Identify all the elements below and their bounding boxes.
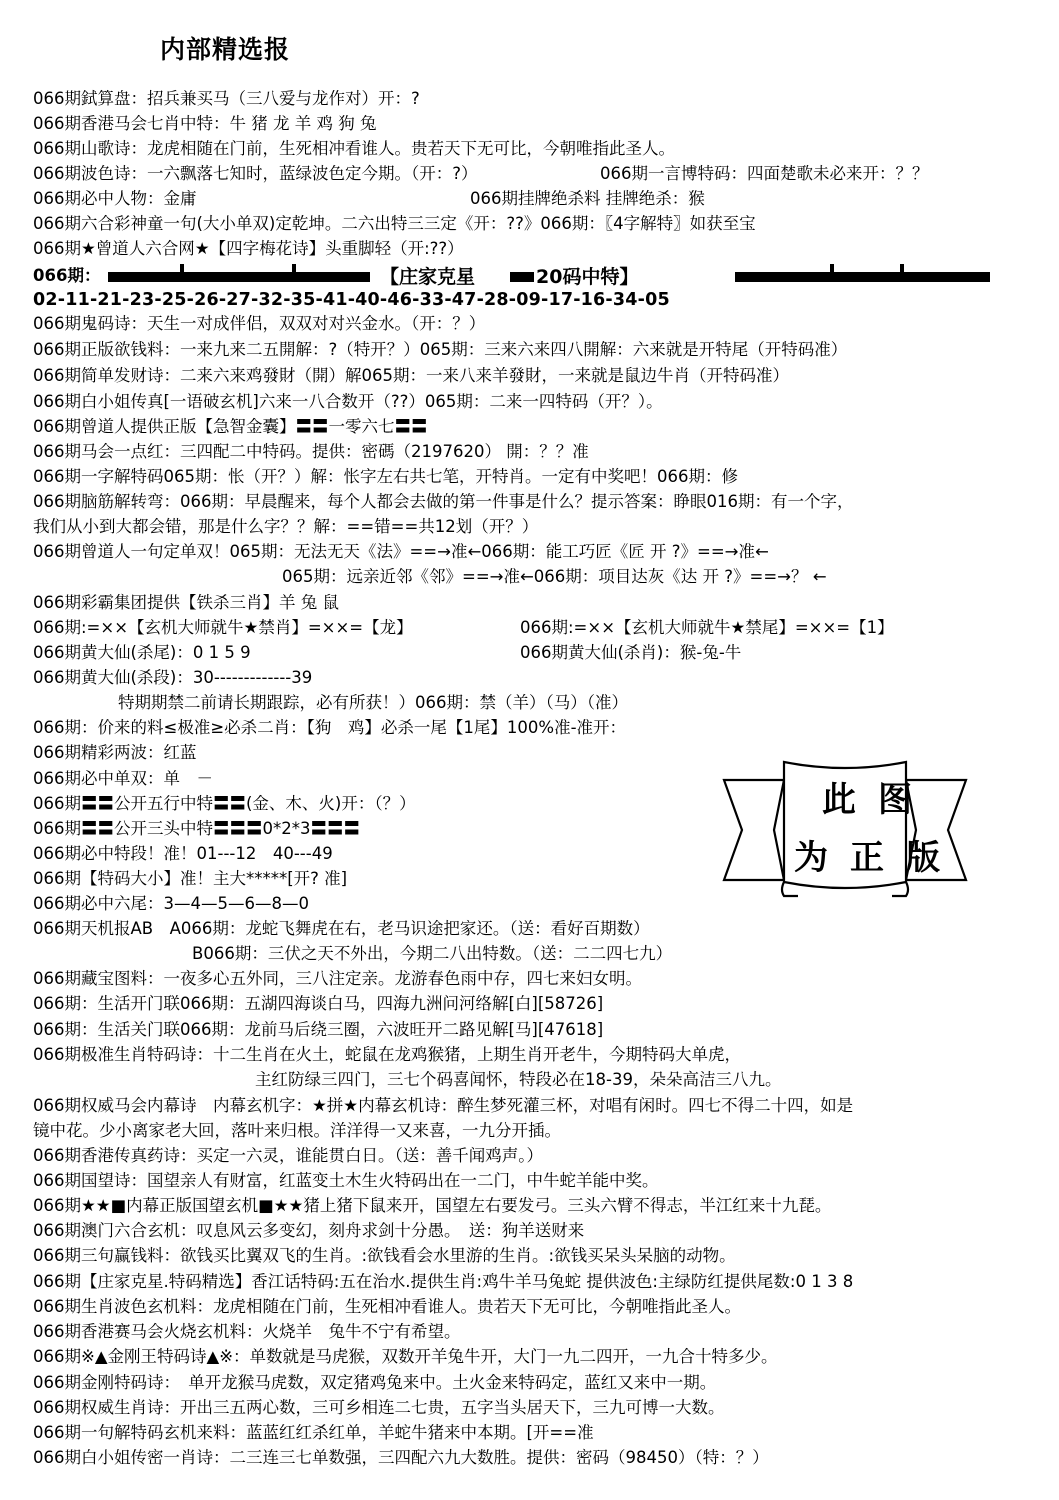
line-5: 066期必中人物：金庸 (33, 189, 197, 208)
line-29: 066期〓〓公开三头中特〓〓〓0*2*3〓〓〓 (33, 819, 360, 838)
banner-bar-mid (510, 272, 534, 282)
banner-bar-left (108, 272, 370, 282)
banner-notch (900, 264, 904, 282)
line-10: 066期正版欲钱料：一来九来二五開解：?（特开？）065期：三来六来四八開解：六来就是开特尾（开特码准） (33, 340, 848, 359)
line-9: 066期鬼码诗：天生一对成伴侣，双双对对兴金水。（开：？） (33, 314, 486, 333)
line-2: 066期香港马会七肖中特：牛 猪 龙 羊 鸡 狗 兔 (33, 114, 377, 133)
line-43: 066期国望诗：国望亲人有财富，红蓝变土木生火特码出在一二门，中牛蛇羊能中奖。 (33, 1171, 659, 1190)
line-22b: 066期黄大仙(杀肖)：猴-兔-牛 (520, 643, 742, 662)
stamp-line-1: 此图 (822, 780, 934, 820)
line-26: 066期精彩两波：红蓝 (33, 743, 197, 762)
line-21b: 066期:=××【玄机大师就牛★禁尾】=××=【1】 (520, 618, 894, 637)
line-25: 066期：价来的料≤极准≥必杀二肖：【狗 鸡】必杀一尾【1尾】100%准-准开： (33, 718, 627, 737)
line-30: 066期必中特段！准！01---12 40---49 (33, 844, 333, 863)
line-44: 066期★★■内幕正版国望玄机■★★猪上猪下鼠来开，国望左右要发弓。三头六臂不得志，半江红来十九琵。 (33, 1196, 832, 1215)
line-14: 066期马会一点红：三四配二中特码。提供：密碼（2197620） 開：？？准 (33, 442, 589, 461)
line-3: 066期山歌诗：龙虎相随在门前，生死相冲看谁人。贵若天下无可比，今朝唯指此圣人。 (33, 139, 675, 158)
line-41: 镜中花。少小离家老大回，落叶来归根。洋洋得一又来喜，一九分开插。 (33, 1121, 561, 1140)
authentic-edition-stamp (722, 760, 968, 902)
line-32: 066期必中六尾：3—4—5—6—8—0 (33, 894, 309, 913)
line-5b: 066期挂牌绝杀料 挂牌绝杀：猴 (470, 189, 705, 208)
line-6: 066期六合彩神童一句(大小单双)定乾坤。二六出特三三定《开：??》066期：〖4字解特〗如获至宝 (33, 214, 756, 233)
line-38: 066期极准生肖特码诗：十二生肖在火土，蛇鼠在龙鸡猴猪，上期生肖开老牛，今期特码大单虎， (33, 1045, 741, 1064)
line-45: 066期澳门六合玄机：叹息风云多变幻，刻舟求剑十分愚。 送：狗羊送财来 (33, 1221, 585, 1240)
line-54: 066期白小姐传密一肖诗：二三连三七单数强，三四配六九大数胜。提供：密码（98450）（特：？） (33, 1448, 769, 1467)
stamp-line-2: 为正版 (794, 838, 962, 878)
line-20: 066期彩霸集团提供【铁杀三肖】羊 兔 鼠 (33, 593, 339, 612)
banner-bar-right (735, 272, 990, 282)
line-52: 066期权威生肖诗：开出三五两心数，三可乡相连二七贵，五字当头居天下，三九可博一大数。 (33, 1398, 725, 1417)
line-51: 066期金刚特码诗： 单开龙猴马虎数，双定猪鸡兔来中。土火金来特码定，蓝红又来中一期。 (33, 1373, 717, 1392)
line-33: 066期天机报AB A066期：龙蛇飞舞虎在右，老马识途把家还。（送：看好百期数） (33, 919, 650, 938)
line-47: 066期【庄家克星.特码精选】香江话特码:五在治水.提供生肖:鸡牛羊马兔蛇 提供波色:主绿防红提供尾数:0 1 3 8 (33, 1272, 854, 1291)
banner-notch (292, 264, 296, 282)
line-18: 066期曾道人一句定单双！065期：无法无天《法》==→准←066期：能工巧匠《匠 开 ?》==→准← (33, 542, 769, 561)
line-42: 066期香港传真药诗：买定一六灵，谁能贯白日。（送：善千闻鸡声。） (33, 1146, 543, 1165)
line-12: 066期白小姐传真[一语破玄机]六来一八合数开（??）065期：二来一四特码（开？）。 (33, 392, 663, 411)
line-27: 066期必中单双：单 － (33, 769, 213, 788)
line-37: 066期：生活关门联066期：龙前马后绕三圈，六波旺开二路见解[马][47618] (33, 1020, 604, 1039)
page-title: 内部精选报 (160, 35, 291, 64)
line-21: 066期:=××【玄机大师就牛★禁肖】=××=【龙】 (33, 618, 413, 637)
line-16: 066期脑筋解转弯：066期：早晨醒来，每个人都会去做的第一件事是什么？提示答案：睁眼016期：有一个字， (33, 492, 854, 511)
line-22: 066期黄大仙(杀尾)：0 1 5 9 (33, 643, 251, 662)
line-23: 066期黄大仙(杀段)：30-------------39 (33, 668, 313, 687)
line-1: 066期鉽算盘：招兵兼买马（三八爱与龙作对）开：? (33, 89, 420, 108)
line-34: B066期：三伏之天不外出，今期二八出特数。（送：二二四七九） (192, 944, 673, 963)
line-28: 066期〓〓公开五行中特〓〓(金、木、火)开：（？） (33, 794, 416, 813)
line-15: 066期一字解特码065期：怅（开？）解：怅字左右共七笔，开特肖。一定有中奖吧！066期：修 (33, 467, 738, 486)
line-36: 066期：生活开门联066期：五湖四海谈白马，四海九洲问河络解[白][58726] (33, 994, 604, 1013)
line-4b: 066期一言博特码：四面楚歌未必来开：？？ (600, 164, 929, 183)
banner-notch (180, 264, 184, 282)
line-19: 065期：远亲近邻《邻》==→准←066期：项目达灰《达 开 ?》==→？ ← (282, 567, 827, 586)
line-17: 我们从小到大都会错，那是什么字？？解：==错==共12划（开？） (33, 517, 539, 536)
line-48: 066期生肖波色玄机料：龙虎相随在门前，生死相冲看谁人。贵若天下无可比，今朝唯指此圣人。 (33, 1297, 741, 1316)
line-49: 066期香港赛马会火烧玄机料：火烧羊 兔牛不宁有希望。 (33, 1322, 461, 1341)
line-53: 066期一句解特码玄机来料：蓝蓝红红杀红单，羊蛇牛猪来中本期。[开==准 (33, 1423, 594, 1442)
line-13: 066期曾道人提供正版【急智金囊】〓〓一零六七〓〓 (33, 417, 428, 436)
line-11: 066期简单发财诗：二来六来鸡發財（開）解065期：一来八来羊發財，一来就是鼠边牛肖（开特码准） (33, 366, 789, 385)
line-40: 066期权威马会内幕诗 内幕玄机字：★拼★内幕玄机诗：醉生梦死灌三杯，对唱有闲时。四七不得二十四，如是 (33, 1096, 854, 1115)
line-4: 066期波色诗：一六飘落七知时，蓝绿波色定今期。（开：?） (33, 164, 478, 183)
line-35: 066期藏宝图料：一夜多心五外同，三八注定亲。龙游春色雨中存，四七来妇女明。 (33, 969, 642, 988)
number-sequence: 02-11-21-23-25-26-27-32-35-41-40-46-33-47-28-09-17-16-34-05 (33, 290, 670, 310)
banner-prefix: 066期： (33, 266, 101, 285)
banner-notch (830, 264, 834, 282)
banner-title-right: 20码中特】 (536, 266, 639, 288)
line-31: 066期【特码大小】准！主大*****[开? 准] (33, 869, 348, 888)
banner-title-left: 【庄家克星 (380, 266, 476, 288)
line-39: 主红防绿三四门，三七个码喜闻怀，特段必在18-39，朵朵高洁三八九。 (255, 1070, 782, 1089)
line-24: 特期期禁二前请长期跟踪，必有所获！）066期：禁（羊）（马）（准） (118, 693, 628, 712)
line-50: 066期※▲金刚王特码诗▲※：单数就是马虎猴，双数开羊兔牛开，大门一九二四开，一九合十特多少。 (33, 1347, 778, 1366)
line-46: 066期三句赢钱料：欲钱买比翼双飞的生肖。:欲钱看会水里游的生肖。:欲钱买呆头呆脑的动物。 (33, 1246, 736, 1265)
line-7: 066期★曾道人六合网★【四字梅花诗】头重脚轻（开:??） (33, 239, 464, 258)
